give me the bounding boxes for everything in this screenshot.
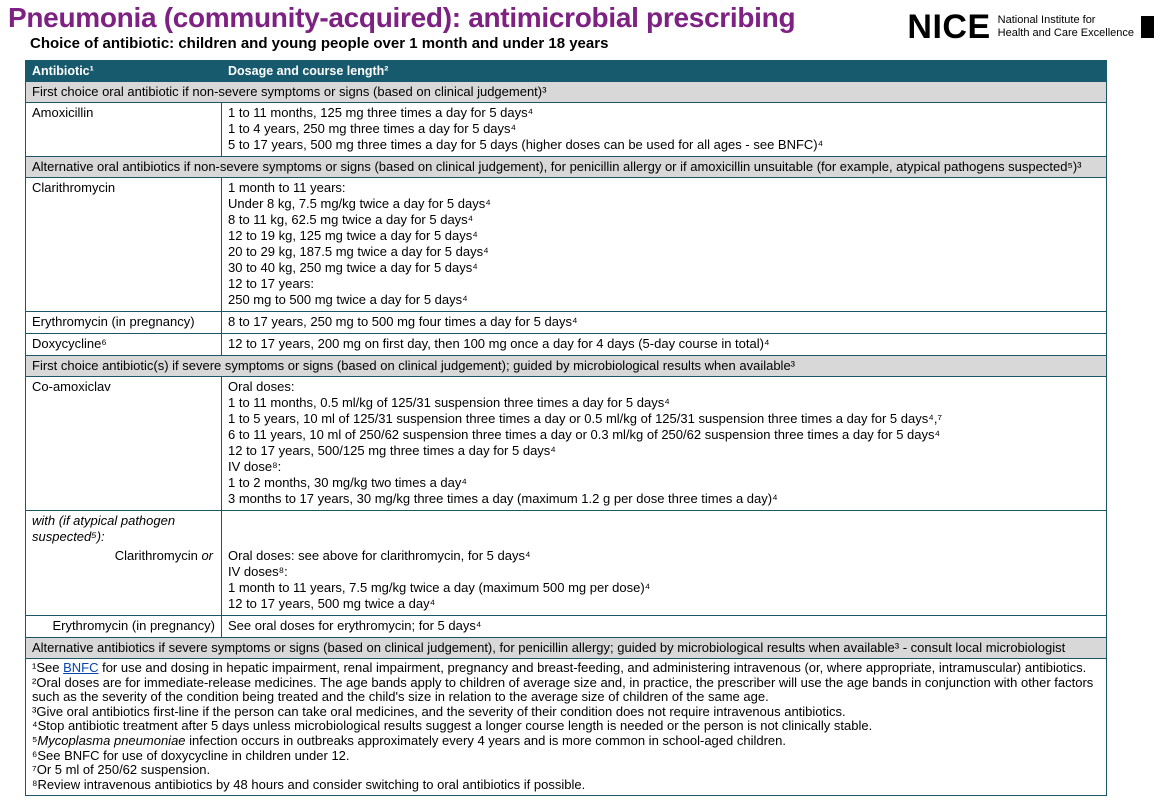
dosage-cell-doxycycline bbox=[222, 334, 1107, 356]
section-row-alternative-oral bbox=[26, 157, 1107, 178]
column-header-antibiotic: Antibiotic¹ bbox=[26, 61, 222, 82]
antibiotic-table bbox=[25, 60, 1107, 796]
section-header-alternative-oral: Alternative oral antibiotics if non-severe symptoms or signs (based on clinical judgement), for penicillin allergy or if amoxicillin unsuitable (for example, atypical pathogens suspected⁵)³ bbox=[26, 157, 1107, 178]
dosage-line: 3 months to 17 years, 30 mg/kg three times a day (maximum 1.2 g per dose three times a day)⁴ bbox=[228, 491, 778, 506]
footnotes-cell bbox=[26, 659, 1107, 796]
section-row-alternative-severe bbox=[26, 638, 1107, 659]
footnote-6: ⁶See BNFC for use of doxycycline in children under 12. bbox=[32, 747, 350, 763]
table-row-erythromycin-severe bbox=[26, 616, 1107, 638]
dosage-cell-coamoxiclav bbox=[222, 377, 1107, 511]
dosage-line: 20 to 29 kg, 187.5 mg twice a day for 5 days⁴ bbox=[228, 244, 489, 259]
dosage-cell-erythromycin bbox=[222, 312, 1107, 334]
nice-logo bbox=[907, 10, 1154, 44]
antibiotic-name-with-clarithromycin bbox=[26, 511, 222, 616]
table-row-doxycycline bbox=[26, 334, 1107, 356]
dosage-line: Oral doses: see above for clarithromycin, for 5 days⁴ bbox=[228, 548, 531, 563]
page-title: Pneumonia (community-acquired): antimicrobial prescribing bbox=[8, 2, 796, 33]
dosage-cell-clarithromycin bbox=[222, 178, 1107, 312]
dosage-line: 1 month to 11 years: bbox=[228, 180, 346, 195]
antibiotic-name-doxycycline: Doxycycline⁶ bbox=[26, 334, 222, 356]
nice-tagline-line1: National Institute for bbox=[997, 14, 1096, 26]
nice-logo-tagline bbox=[998, 14, 1134, 40]
dosage-line: 1 to 2 months, 30 mg/kg two times a day⁴ bbox=[228, 475, 467, 490]
footnote-1: ¹See BNFC for use and dosing in hepatic impairment, renal impairment, pregnancy and breast-feeding, and administering intravenous (or, where appropriate, intramuscular) antibiotics. bbox=[32, 660, 1087, 675]
column-header-dosage: Dosage and course length² bbox=[222, 61, 1107, 82]
nice-logo-text: NICE bbox=[907, 8, 991, 46]
table-row-coamoxiclav bbox=[26, 377, 1107, 511]
dosage-line: 12 to 17 years, 500/125 mg three times a day for 5 days⁴ bbox=[228, 443, 556, 458]
section-header-first-choice-oral: First choice oral antibiotic if non-severe symptoms or signs (based on clinical judgement)³ bbox=[26, 82, 1107, 103]
dosage-line: 6 to 11 years, 10 ml of 250/62 suspension three times a day or 0.3 ml/kg of 250/62 suspension three times a day for 5 days⁴ bbox=[228, 427, 941, 442]
dosage-line: 12 to 19 kg, 125 mg twice a day for 5 days⁴ bbox=[228, 228, 478, 243]
dosage-line: See oral doses for erythromycin; for 5 days⁴ bbox=[228, 618, 482, 633]
dosage-line: 12 to 17 years, 200 mg on first day, then 100 mg once a day for 4 days (5-day course in total)⁴ bbox=[228, 336, 770, 351]
dosage-line: IV dose⁸: bbox=[228, 459, 282, 474]
atypical-pathogen-note: with (if atypical pathogen suspected⁵): bbox=[32, 513, 176, 544]
table-header-row bbox=[26, 61, 1107, 82]
dosage-cell-amoxicillin bbox=[222, 103, 1107, 157]
dosage-line: 1 to 11 months, 0.5 ml/kg of 125/31 suspension three times a day for 5 days⁴ bbox=[228, 395, 670, 410]
antibiotic-name-clarithromycin: Clarithromycin bbox=[26, 178, 222, 312]
nice-tagline-line2: Health and Care Excellence bbox=[997, 27, 1134, 39]
dosage-line: 250 mg to 500 mg twice a day for 5 days⁴ bbox=[228, 292, 468, 307]
footnotes-row bbox=[26, 659, 1107, 796]
section-row-first-choice-severe bbox=[26, 356, 1107, 377]
bnfc-link[interactable]: BNFC bbox=[63, 660, 99, 675]
antibiotic-name-coamoxiclav: Co-amoxiclav bbox=[26, 377, 222, 511]
dosage-line: 8 to 17 years, 250 mg to 500 mg four times a day for 5 days⁴ bbox=[228, 314, 578, 329]
nice-logo-square-icon bbox=[1141, 16, 1154, 38]
dosage-line: 30 to 40 kg, 250 mg twice a day for 5 days⁴ bbox=[228, 260, 478, 275]
dosage-cell-with-clarithromycin bbox=[222, 511, 1107, 616]
antibiotic-name-amoxicillin: Amoxicillin bbox=[26, 103, 222, 157]
dosage-line: 12 to 17 years, 500 mg twice a day⁴ bbox=[228, 596, 436, 611]
antibiotic-name-erythromycin-severe: Erythromycin (in pregnancy) bbox=[26, 616, 222, 638]
dosage-line: 5 to 17 years, 500 mg three times a day for 5 days (higher doses can be used for all ages - see BNFC)⁴ bbox=[228, 137, 824, 152]
section-header-first-choice-severe: First choice antibiotic(s) if severe symptoms or signs (based on clinical judgement); guided by microbiological results when available³ bbox=[26, 356, 1107, 377]
antibiotic-name-clarithromycin-or: Clarithromycin or bbox=[114, 548, 213, 563]
footnote-3: ³Give oral antibiotics first-line if the person can take oral medicines, and the severity of their condition does not require intravenous antibiotics. bbox=[32, 703, 846, 719]
dosage-line: Under 8 kg, 7.5 mg/kg twice a day for 5 days⁴ bbox=[228, 196, 491, 211]
dosage-line: 1 to 5 years, 10 ml of 125/31 suspension three times a day or 0.5 ml/kg of 125/31 suspension three times a day for 5 days⁴,⁷ bbox=[228, 411, 943, 426]
table-row-erythromycin bbox=[26, 312, 1107, 334]
dosage-line: Oral doses: bbox=[228, 379, 295, 394]
section-header-alternative-severe: Alternative antibiotics if severe symptoms or signs (based on clinical judgement), for penicillin allergy; guided by microbiological results when available³ - consult local microbiologist bbox=[26, 638, 1107, 659]
dosage-cell-erythromycin-severe bbox=[222, 616, 1107, 638]
dosage-line: 8 to 11 kg, 62.5 mg twice a day for 5 days⁴ bbox=[228, 212, 474, 227]
page-subtitle: Choice of antibiotic: children and young people over 1 month and under 18 years bbox=[30, 35, 609, 52]
dosage-line: IV doses⁸: bbox=[228, 564, 288, 579]
footnote-5: ⁵Mycoplasma pneumoniae infection occurs in outbreaks approximately every 4 years and is more common in school-aged children. bbox=[32, 732, 786, 748]
table-row-amoxicillin bbox=[26, 103, 1107, 157]
footnote-4: ⁴Stop antibiotic treatment after 5 days unless microbiological results suggest a longer course length is needed or the person is not clinically stable. bbox=[32, 718, 873, 734]
footnote-8: ⁸Review intravenous antibiotics by 48 hours and consider switching to oral antibiotics if possible. bbox=[32, 776, 586, 792]
dosage-line: 1 month to 11 years, 7.5 mg/kg twice a day (maximum 500 mg per dose)⁴ bbox=[228, 580, 651, 595]
table-row-clarithromycin bbox=[26, 178, 1107, 312]
antibiotic-name-erythromycin: Erythromycin (in pregnancy) bbox=[26, 312, 222, 334]
section-row-first-choice-oral bbox=[26, 82, 1107, 103]
dosage-line: 1 to 4 years, 250 mg three times a day for 5 days⁴ bbox=[228, 121, 517, 136]
dosage-line: 1 to 11 months, 125 mg three times a day for 5 days⁴ bbox=[228, 105, 534, 120]
dosage-line: 12 to 17 years: bbox=[228, 276, 314, 291]
table-row-with-clarithromycin bbox=[26, 511, 1107, 616]
footnote-2: ²Oral doses are for immediate-release medicines. The age bands apply to children of average size and, in practice, the prescriber will use the age bands in conjunction with other factors such as the severity of the condition being treated and the child's size in relation to the average size of children of the same age. bbox=[32, 674, 1094, 705]
footnote-7: ⁷Or 5 ml of 250/62 suspension. bbox=[32, 762, 211, 778]
